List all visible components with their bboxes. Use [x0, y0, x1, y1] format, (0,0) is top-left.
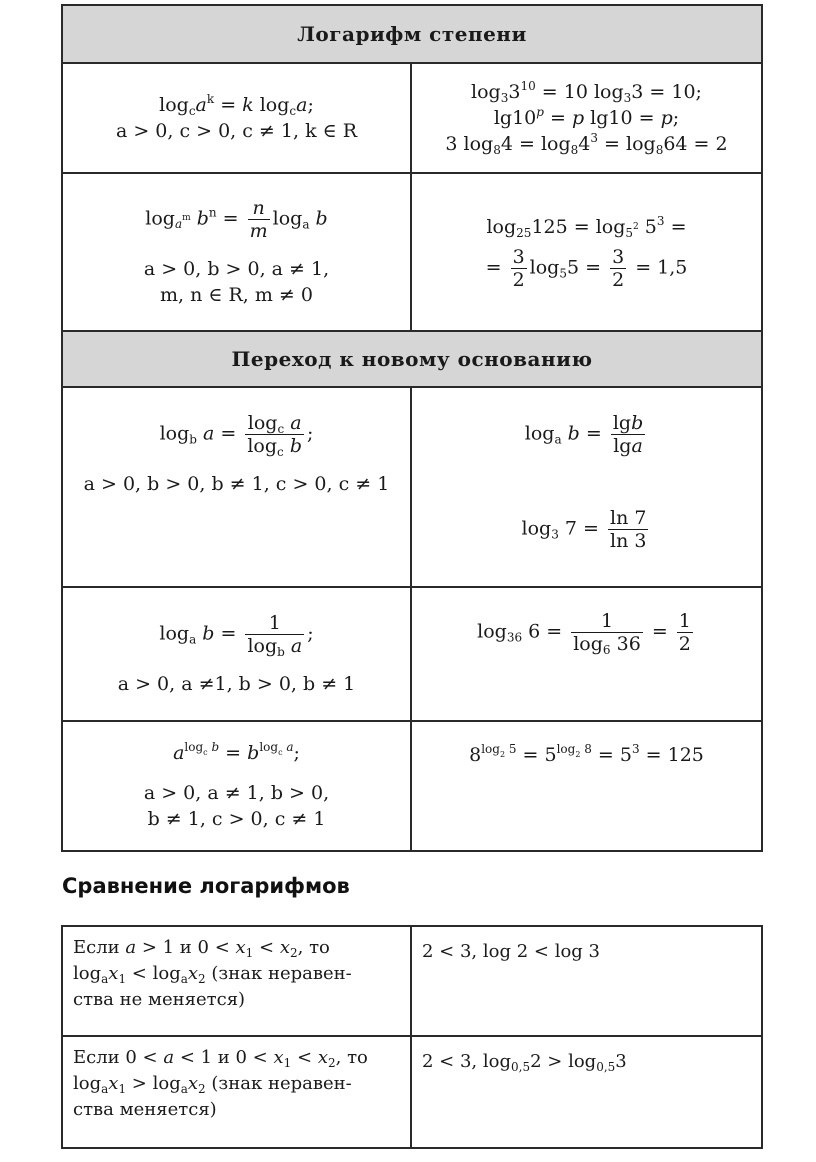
example-cell — [411, 387, 762, 587]
example-line: = $\frac{3}{2}$ $\log_55$ = $\frac{3}{2}$ = 1,5 — [485, 245, 688, 291]
conditions-line: b ≠ 1, c > 0, c ≠ 1 — [147, 808, 326, 830]
formula: $\log_ca^k = k$ $\log_ca$; — [159, 92, 314, 118]
example-cell — [411, 63, 762, 173]
formula-cell — [62, 387, 411, 587]
formula-cell — [62, 173, 411, 331]
table-row — [62, 926, 762, 1036]
formula: $\log_{a^m} b^n$ = $\frac{n}{m}$ $\log_a b$ — [145, 196, 328, 242]
rule-cell — [62, 1036, 411, 1148]
example-cell — [411, 173, 762, 331]
formula: $\log_b a$ = $\frac{\log_c a}{\log_c b}$ ; — [159, 412, 314, 459]
rule-line: Если 0 < a < 1 и $0 < x_1 < x_2$, то — [73, 1047, 368, 1070]
table-row — [62, 173, 762, 331]
rule-line: Если a > 1 и $0 < x_1 < x_2$, то — [73, 937, 330, 960]
rule-line: ства меняется) — [73, 1099, 217, 1120]
example-cell — [411, 926, 762, 1036]
conditions: a > 0, b > 0, b ≠ 1, c > 0, c ≠ 1 — [83, 473, 390, 495]
example-line: $8^{log_2 5} = 5^{log_2 8} = 5^3 = 125$ — [469, 742, 704, 766]
example-line: $\lg 10^p = p$ lg10 = p; — [493, 105, 680, 129]
example-line: $\log_33^{10} = 10$ $\log_33 = 10$; — [471, 79, 702, 105]
rule-line: $\log_ax_1 < \log_ax_2$ (знак нерaвен- — [73, 963, 352, 986]
conditions-line: a > 0, a ≠ 1, b > 0, — [143, 782, 330, 804]
formula-cell — [62, 721, 411, 851]
section-header-row — [62, 331, 762, 387]
conditions-line: a > 0, b > 0, a ≠ 1, — [143, 257, 330, 280]
table-row — [62, 63, 762, 173]
comparison-table — [61, 925, 763, 1149]
section-header-row — [62, 5, 762, 63]
example-line: 2 < 3, log 2 < log 3 — [422, 941, 600, 962]
formula: $\log_a b$ = $\frac{1}{\log_b a}$ ; — [159, 611, 314, 659]
conditions: a > 0, c > 0, c ≠ 1, k ∈ R — [115, 120, 358, 142]
example-cell — [411, 721, 762, 851]
table-row — [62, 721, 762, 851]
example-cell — [411, 587, 762, 721]
formula-table — [61, 4, 763, 852]
example-line: 3 $\log_84 = \log_84^3 = \log_864 = 2$ — [445, 131, 728, 157]
rule-line: $\log_ax_1 > \log_ax_2$ (знак нерaвен- — [73, 1073, 352, 1096]
example-line: $\log_{36} 6$ = $\frac{1}{\log_6 36}$ = $\frac{1}{2}$ — [477, 610, 691, 657]
example-line: $\log_3 7$ = $\frac{\ln 7}{\ln 3}$ — [521, 507, 647, 552]
example-cell — [411, 1036, 762, 1148]
section-header-base-change: Переход к новому основанию — [62, 331, 762, 387]
rule-line: ства не меняется) — [73, 989, 246, 1010]
example-line: $\log_a b$ = $\frac{\lg b}{\lg a}$ — [524, 412, 644, 457]
formula: $a^{log_c b} = b^{log_c a}$; — [173, 740, 300, 764]
conditions-line: m, n ∈ R, m ≠ 0 — [160, 283, 313, 306]
example-line: 2 < 3, $\log_{0,5}2 > \log_{0,5}3$ — [422, 1051, 627, 1074]
section-header-power: Логарифм степени — [62, 5, 762, 63]
formula-cell — [62, 63, 411, 173]
formula-cell — [62, 587, 411, 721]
example-line: $\log_{25}125 = \log_{5^2} 5^3$ = — [486, 213, 687, 240]
table-row — [62, 587, 762, 721]
rule-cell — [62, 926, 411, 1036]
comparison-title: Сравнение логарифмов — [62, 874, 350, 898]
table-row — [62, 387, 762, 587]
table-row — [62, 1036, 762, 1148]
conditions: a > 0, a ≠1, b > 0, b ≠ 1 — [117, 672, 356, 695]
